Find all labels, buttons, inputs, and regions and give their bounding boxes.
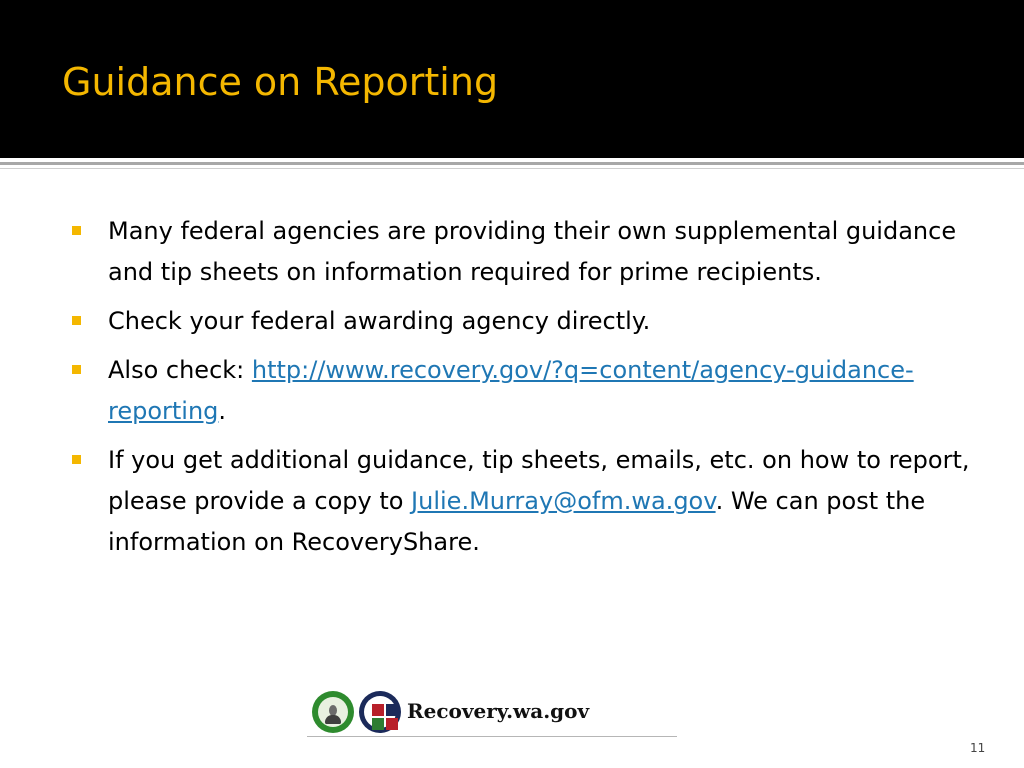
logo-text: Recovery.wa.gov bbox=[407, 699, 590, 723]
bullet-item bbox=[72, 211, 977, 293]
washington-state-seal-icon bbox=[312, 691, 354, 733]
recovery-gov-seal-icon bbox=[359, 691, 401, 733]
square-bullet-icon bbox=[72, 316, 81, 325]
email-link[interactable]: Julie.Murray@ofm.wa.gov bbox=[411, 487, 716, 515]
slide-title: Guidance on Reporting bbox=[62, 60, 499, 104]
bullet-list bbox=[72, 211, 977, 571]
logo-underline bbox=[307, 736, 677, 737]
recovery-gov-guidance-link[interactable]: http://www.recovery.gov/?q=content/agency-guidance-reporting bbox=[108, 356, 914, 425]
bullet-text: Many federal agencies are providing their own supplemental guidance and tip sheets on information required for prime recipients. bbox=[108, 217, 957, 286]
bullet-text-suffix: . bbox=[218, 397, 227, 425]
bullet-item bbox=[72, 440, 977, 563]
header-band bbox=[0, 0, 1024, 158]
bullet-text: Check your federal awarding agency directly. bbox=[108, 307, 651, 335]
square-bullet-icon bbox=[72, 365, 81, 374]
square-bullet-icon bbox=[72, 455, 81, 464]
header-divider bbox=[0, 162, 1024, 165]
recovery-wa-logo bbox=[309, 688, 675, 736]
bullet-text: Also check: bbox=[108, 356, 252, 384]
square-bullet-icon bbox=[72, 226, 81, 235]
bullet-item bbox=[72, 301, 977, 342]
slide-number: 11 bbox=[970, 741, 986, 755]
bullet-text-suffix: . We can post the information on RecoveryShare. bbox=[108, 487, 926, 556]
bullet-text: If you get additional guidance, tip sheets, emails, etc. on how to report, please provide a copy to bbox=[108, 446, 970, 515]
header-divider-thin bbox=[0, 168, 1024, 169]
bullet-item bbox=[72, 350, 977, 432]
